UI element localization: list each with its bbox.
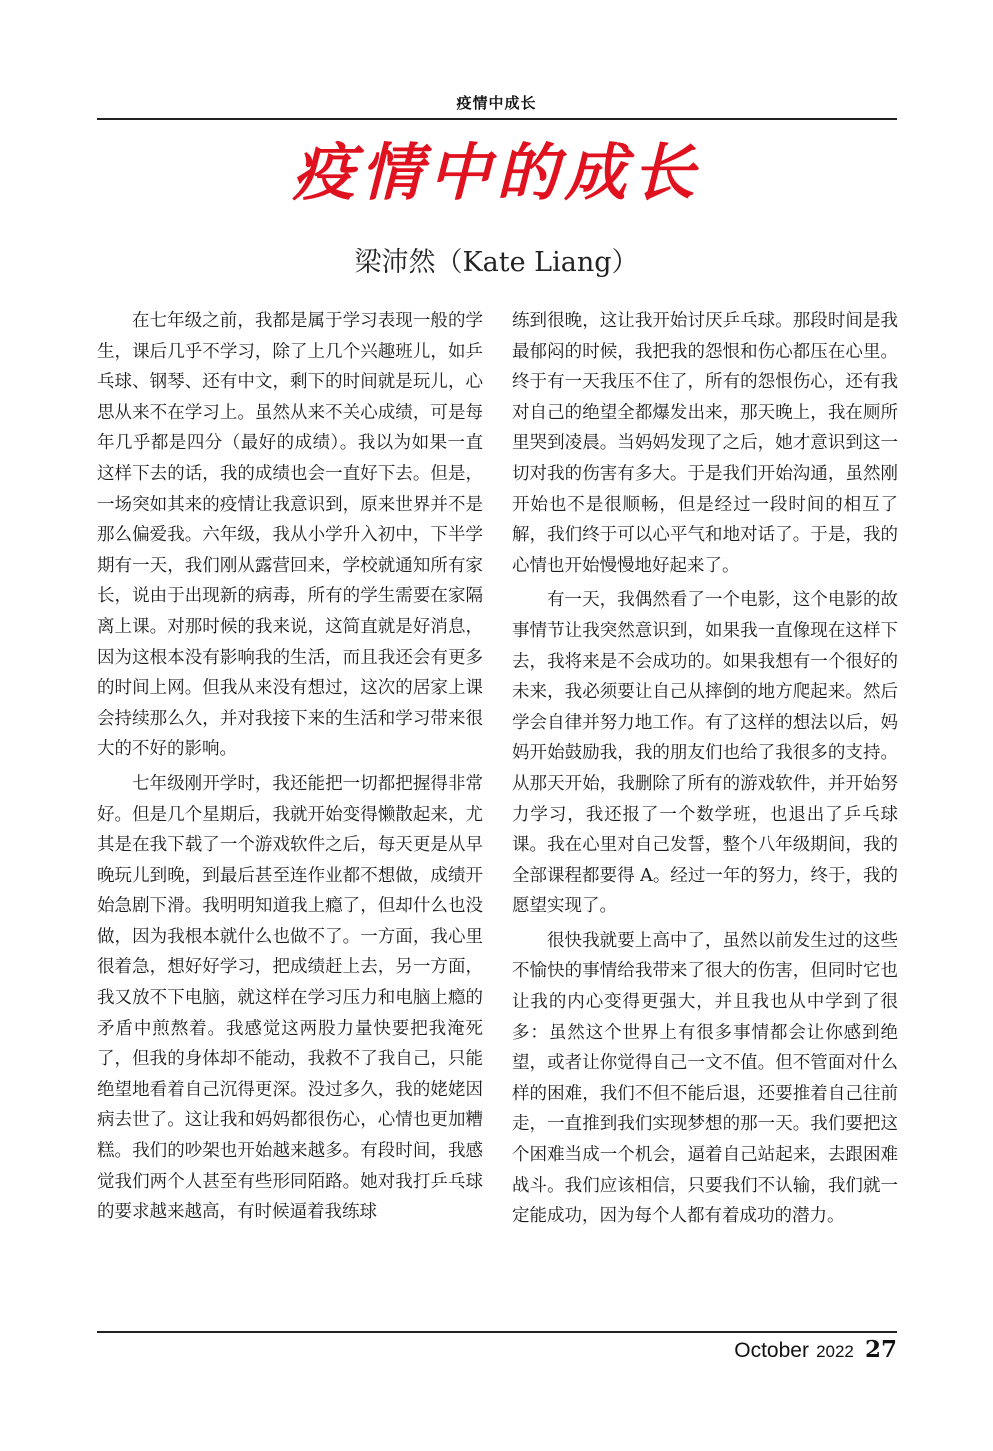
paragraph-3: 有一天，我偶然看了一个电影，这个电影的故事情节让我突然意识到，如果我一直像现在这样下去，我将来是不会成功的。如果我想有一个很好的未来，我必须要让自己从摔倒的地方爬起来。然后学会自律并努力地工作。有了这样的想法以后，妈妈开始鼓励我，我的朋友们也给了我很多的支持。从那天开始，我删除了所有的游戏软件，并开始努力学习，我还报了一个数学班，也退出了乒乓球课。我在心里对自己发誓，整个八年级期间，我的全部课程都要得 A。经过一年的努力，终于，我的愿望实现了。	[512, 590, 898, 917]
paragraph-2-continued: 练到很晚，这让我开始讨厌乒乓球。那段时间是我最郁闷的时候，我把我的怨恨和伤心都压在心里。终于有一天我压不住了，所有的怨恨伤心，还有我对自己的绝望全都爆发出来，那天晚上，我在厕所里哭到凌晨。当妈妈发现了之后，她才意识到这一切对我的伤害有多大。于是我们开始沟通，虽然刚开始也不是很顺畅，但是经过一段时间的相互了解，我们终于可以心平气和地对话了。于是，我的心情也开始慢慢地好起来了。	[512, 311, 898, 576]
page-number: 27	[864, 1336, 897, 1363]
article-title: 疫情中的成长	[292, 136, 701, 209]
left-column	[97, 306, 483, 1232]
paragraph-2: 七年级刚开学时，我还能把一切都把握得非常好。但是几个星期后，我就开始变得懒散起来，尤其是在我下载了一个游戏软件之后，每天更是从早晚玩儿到晚，到最后甚至连作业都不想做，成绩开始急剧下滑。我明明知道我上瘾了，但却什么也没做，因为我根本就什么也做不了。一方面，我心里很着急，想好好学习，把成绩赶上去，另一方面，我又放不下电脑，就这样在学习压力和电脑上瘾的矛盾中煎熬着。我感觉这两股力量快要把我淹死了，但我的身体却不能动，我救不了我自己，只能绝望地看着自己沉得更深。没过多久，我的姥姥因病去世了。这让我和妈妈都很伤心，心情也更加糟糕。我们的吵架也开始越来越多。有段时间，我感觉我们两个人甚至有些形同陌路。她对我打乒乓球的要求越来越高，有时候逼着我练球	[97, 773, 483, 1223]
paragraph-1: 在七年级之前，我都是属于学习表现一般的学生，课后几乎不学习，除了上几个兴趣班儿，如乒乓球、钢琴、还有中文，剩下的时间就是玩儿，心思从来不在学习上。虽然从来不关心成绩，可是每年几乎都是四分（最好的成绩）。我以为如果一直这样下去的话，我的成绩也会一直好下去。但是，一场突如其来的疫情让我意识到，原来世界并不是那么偏爱我。六年级，我从小学升入初中，下半学期有一天，我们刚从露营回来，学校就通知所有家长，说由于出现新的病毒，所有的学生需要在家隔离上课。对那时候的我来说，这简直就是好消息，因为这根本没有影响我的生活，而且我还会有更多的时间上网。但我从来没有想过，这次的居家上课会持续那么久，并对我接下来的生活和学习带来很大的不好的影响。	[97, 311, 483, 760]
paragraph-4: 很快我就要上高中了，虽然以前发生过的这些不愉快的事情给我带来了很大的伤害，但同时它也让我的内心变得更强大，并且我也从中学到了很多：虽然这个世界上有很多事情都会让你感到绝望，或者让你觉得自己一文不值。但不管面对什么样的困难，我们不但不能后退，还要推着自己往前走，一直推到我们实现梦想的那一天。我们要把这个困难当成一个机会，逼着自己站起来，去跟困难战斗。我们应该相信，只要我们不认输，我们就一定能成功，因为每个人都有着成功的潜力。	[512, 930, 898, 1227]
right-column	[512, 306, 898, 1236]
footer-divider	[97, 1331, 897, 1333]
running-header: 疫情中成长	[456, 94, 537, 112]
footer-month: October	[734, 1339, 809, 1362]
article-byline: 梁沛然（Kate Liang）	[354, 247, 639, 278]
header-divider	[97, 118, 897, 120]
page-footer	[734, 1336, 897, 1363]
footer-year: 2022	[816, 1342, 854, 1361]
